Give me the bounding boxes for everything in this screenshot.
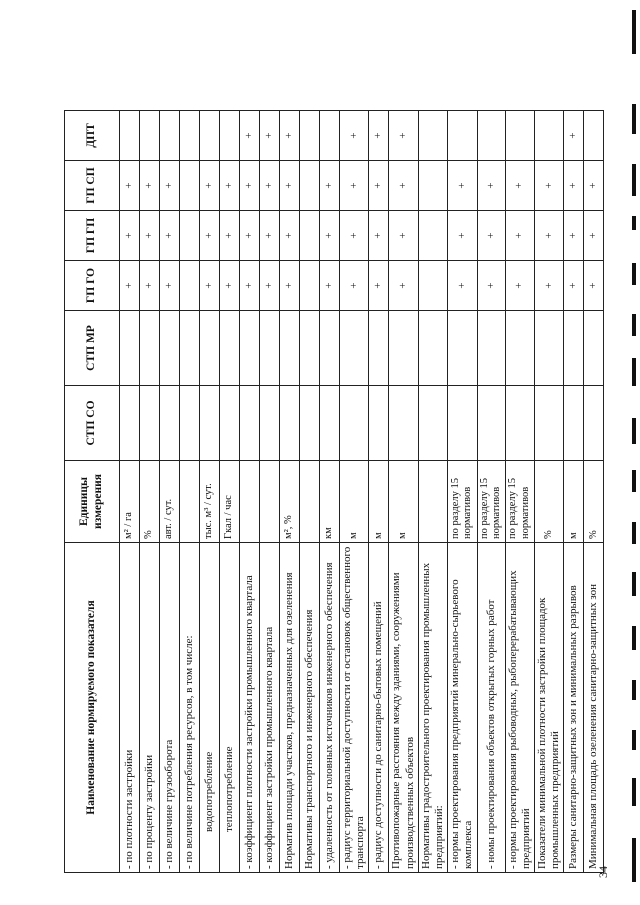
row-mark: + <box>200 261 220 311</box>
row-mark <box>418 261 447 311</box>
row-name: Нормативы градостроительного проектирования промышленных предприятий: <box>418 543 447 873</box>
row-mark: + <box>260 261 280 311</box>
row-mark <box>418 211 447 261</box>
row-name: Норматив площади участков, предназначенных для озеленения <box>280 543 300 873</box>
row-mark: + <box>340 111 369 161</box>
row-mark: + <box>389 261 418 311</box>
edge-mark <box>632 104 636 134</box>
row-mark <box>340 311 369 386</box>
row-mark <box>418 311 447 386</box>
header-stp-so: СТП СО <box>65 386 120 461</box>
row-mark <box>180 386 200 461</box>
table-row <box>120 111 140 873</box>
table-row <box>418 111 447 873</box>
row-mark <box>535 311 564 386</box>
row-unit: авт. / сут. <box>160 461 180 543</box>
table-row <box>477 111 505 873</box>
row-mark: + <box>220 161 240 211</box>
row-mark <box>220 311 240 386</box>
header-gp-gp: ГП ГП <box>65 211 120 261</box>
row-mark: + <box>320 161 340 211</box>
row-mark: + <box>389 161 418 211</box>
row-mark: + <box>200 211 220 261</box>
row-mark <box>240 311 260 386</box>
row-name: Размеры санитарно-защитных зон и минимальных разрывов <box>564 543 584 873</box>
row-mark: + <box>280 261 300 311</box>
row-mark <box>280 311 300 386</box>
row-mark <box>120 311 140 386</box>
row-mark <box>180 161 200 211</box>
row-mark: + <box>260 111 280 161</box>
header-name: Наименование нормируемого показателя <box>65 543 120 873</box>
edge-mark <box>632 263 636 285</box>
row-mark: + <box>535 261 564 311</box>
row-mark <box>160 311 180 386</box>
row-mark <box>418 386 447 461</box>
row-mark: + <box>477 211 505 261</box>
table-row <box>180 111 200 873</box>
row-mark: + <box>260 211 280 261</box>
scan-edge-marks <box>618 0 640 905</box>
row-name: - радиус доступности до санитарно-бытовых помещений <box>369 543 389 873</box>
row-mark: + <box>564 261 584 311</box>
row-mark <box>220 111 240 161</box>
row-mark: + <box>140 161 160 211</box>
table-row <box>564 111 584 873</box>
edge-mark <box>632 216 636 230</box>
row-mark: + <box>140 211 160 261</box>
row-name: водопотребление <box>200 543 220 873</box>
row-mark: + <box>535 161 564 211</box>
header-stp-mr: СТП МР <box>65 311 120 386</box>
row-mark <box>240 386 260 461</box>
row-mark: + <box>220 211 240 261</box>
row-mark: + <box>369 161 389 211</box>
row-mark <box>448 311 477 386</box>
row-mark: + <box>120 261 140 311</box>
row-mark <box>120 111 140 161</box>
row-mark: + <box>564 211 584 261</box>
row-unit: по разделу 15 нормативов <box>448 461 477 543</box>
row-name: - нормы проектирования предприятий минерально-сырьевого комплекса <box>448 543 477 873</box>
row-name: Показатели минимальной плотности застройки площадок промышленных предприятий <box>535 543 564 873</box>
row-mark <box>300 161 320 211</box>
row-unit: м² / га <box>120 461 140 543</box>
row-mark <box>300 261 320 311</box>
row-unit: м <box>369 461 389 543</box>
row-mark: + <box>448 161 477 211</box>
row-mark: + <box>340 211 369 261</box>
header-dpt: ДПТ <box>65 111 120 161</box>
row-mark: + <box>505 161 534 211</box>
row-mark <box>160 111 180 161</box>
row-mark <box>300 386 320 461</box>
row-unit: км <box>320 461 340 543</box>
row-unit <box>260 461 280 543</box>
row-mark <box>220 386 240 461</box>
row-mark <box>160 386 180 461</box>
row-name: - номы проектирования объектов открытых горных работ <box>477 543 505 873</box>
table-header-row <box>65 111 120 873</box>
row-mark <box>369 386 389 461</box>
row-mark: + <box>584 261 604 311</box>
row-mark <box>320 111 340 161</box>
row-mark: + <box>140 261 160 311</box>
row-mark <box>505 311 534 386</box>
row-mark: + <box>584 161 604 211</box>
row-mark <box>535 111 564 161</box>
row-mark <box>300 211 320 261</box>
row-name: Противопожарные расстояния между зданиями, сооружениями производственных объектов <box>389 543 418 873</box>
row-mark <box>200 386 220 461</box>
edge-mark <box>632 522 636 544</box>
row-mark <box>389 311 418 386</box>
row-mark: + <box>240 261 260 311</box>
row-mark: + <box>260 161 280 211</box>
row-mark <box>369 311 389 386</box>
row-mark <box>180 111 200 161</box>
row-mark: + <box>280 111 300 161</box>
row-mark: + <box>160 261 180 311</box>
row-mark <box>448 111 477 161</box>
edge-mark <box>632 418 636 444</box>
row-mark <box>389 386 418 461</box>
row-unit <box>240 461 260 543</box>
row-mark: + <box>280 211 300 261</box>
row-mark: + <box>584 211 604 261</box>
table-row <box>140 111 160 873</box>
edge-mark <box>632 680 636 700</box>
row-mark <box>140 311 160 386</box>
edge-mark <box>632 730 636 750</box>
row-name: - коэффициент застройки промышленного квартала <box>260 543 280 873</box>
row-mark <box>477 311 505 386</box>
table-row <box>448 111 477 873</box>
row-mark <box>320 386 340 461</box>
row-mark <box>340 386 369 461</box>
row-mark <box>180 311 200 386</box>
row-name: - по проценту застройки <box>140 543 160 873</box>
row-unit: % <box>535 461 564 543</box>
table-row <box>505 111 534 873</box>
row-mark: + <box>120 211 140 261</box>
header-gp-sp: ГП СП <box>65 161 120 211</box>
row-name: - удаленность от головных источников инженерного обеспечения <box>320 543 340 873</box>
row-mark: + <box>477 161 505 211</box>
table-row <box>369 111 389 873</box>
row-mark <box>140 111 160 161</box>
edge-mark <box>632 358 636 386</box>
row-mark <box>320 311 340 386</box>
row-mark: + <box>505 261 534 311</box>
row-mark: + <box>240 161 260 211</box>
row-unit: по разделу 15 нормативов <box>477 461 505 543</box>
row-name: - коэффициент плотности застройки промышленного квартала <box>240 543 260 873</box>
row-mark: + <box>220 261 240 311</box>
table-row <box>160 111 180 873</box>
edge-mark <box>632 838 636 882</box>
row-mark <box>300 311 320 386</box>
row-mark <box>477 111 505 161</box>
table-row <box>280 111 300 873</box>
edge-mark <box>632 778 636 806</box>
row-unit: Гкал / час <box>220 461 240 543</box>
row-mark <box>140 386 160 461</box>
row-mark: + <box>120 161 140 211</box>
row-mark: + <box>369 211 389 261</box>
row-mark <box>180 261 200 311</box>
header-gp-go: ГП ГО <box>65 261 120 311</box>
edge-mark <box>632 164 636 196</box>
row-mark: + <box>389 111 418 161</box>
row-unit: м <box>340 461 369 543</box>
row-mark <box>477 386 505 461</box>
table-row <box>389 111 418 873</box>
row-unit: по разделу 15 нормативов <box>505 461 534 543</box>
row-unit: % <box>140 461 160 543</box>
table-row <box>340 111 369 873</box>
row-mark <box>418 111 447 161</box>
row-unit: % <box>584 461 604 543</box>
row-mark: + <box>320 261 340 311</box>
row-unit: м <box>564 461 584 543</box>
row-mark: + <box>369 261 389 311</box>
row-unit <box>180 461 200 543</box>
row-name: - нормы проектирования рыбоводных, рыбоперерабатывающих предприятий <box>505 543 534 873</box>
row-name: Нормативы транспортного и инженерного обеспечения <box>300 543 320 873</box>
row-name: - радиус территориальной доступности от остановок общественного транспорта <box>340 543 369 873</box>
row-mark <box>280 386 300 461</box>
row-mark: + <box>369 111 389 161</box>
row-mark: + <box>564 111 584 161</box>
row-name: - по плотности застройки <box>120 543 140 873</box>
row-mark <box>120 386 140 461</box>
row-mark <box>200 311 220 386</box>
row-unit <box>300 461 320 543</box>
table-row <box>300 111 320 873</box>
row-mark <box>180 211 200 261</box>
row-mark: + <box>389 211 418 261</box>
row-mark: + <box>340 161 369 211</box>
table-row <box>200 111 220 873</box>
row-unit: м <box>389 461 418 543</box>
header-unit: Единицы измерения <box>65 461 120 543</box>
edge-mark <box>632 626 636 650</box>
row-mark: + <box>340 261 369 311</box>
row-mark: + <box>160 211 180 261</box>
row-mark <box>584 111 604 161</box>
edge-mark <box>632 314 636 336</box>
row-mark: + <box>564 161 584 211</box>
row-mark: + <box>240 111 260 161</box>
edge-mark <box>632 572 636 596</box>
row-mark <box>535 386 564 461</box>
row-mark <box>505 111 534 161</box>
row-mark: + <box>535 211 564 261</box>
row-name: Минимальная площадь озеленения санитарно-защитных зон <box>584 543 604 873</box>
row-mark <box>505 386 534 461</box>
table-row <box>240 111 260 873</box>
row-mark: + <box>448 211 477 261</box>
table-row <box>320 111 340 873</box>
row-mark: + <box>477 261 505 311</box>
row-mark <box>260 386 280 461</box>
row-mark: + <box>240 211 260 261</box>
norms-table <box>64 110 604 873</box>
row-mark <box>584 311 604 386</box>
edge-mark <box>632 470 636 492</box>
row-name: - по величине потребления ресурсов, в том числе: <box>180 543 200 873</box>
row-mark <box>564 311 584 386</box>
row-name: - по величине грузооборота <box>160 543 180 873</box>
table-row <box>535 111 564 873</box>
row-mark <box>200 111 220 161</box>
row-mark <box>418 161 447 211</box>
row-mark: + <box>320 211 340 261</box>
table-row <box>260 111 280 873</box>
row-mark: + <box>448 261 477 311</box>
row-mark <box>448 386 477 461</box>
row-unit <box>418 461 447 543</box>
row-mark <box>260 311 280 386</box>
row-mark: + <box>200 161 220 211</box>
row-mark <box>564 386 584 461</box>
row-mark <box>584 386 604 461</box>
row-mark: + <box>505 211 534 261</box>
row-mark <box>300 111 320 161</box>
row-unit: м², % <box>280 461 300 543</box>
row-name: теплопотребление <box>220 543 240 873</box>
page-number: 34 <box>596 866 610 878</box>
row-mark: + <box>280 161 300 211</box>
edge-mark <box>632 10 636 54</box>
table-row <box>220 111 240 873</box>
table-row <box>584 111 604 873</box>
row-unit: тыс. м³ / сут. <box>200 461 220 543</box>
row-mark: + <box>160 161 180 211</box>
